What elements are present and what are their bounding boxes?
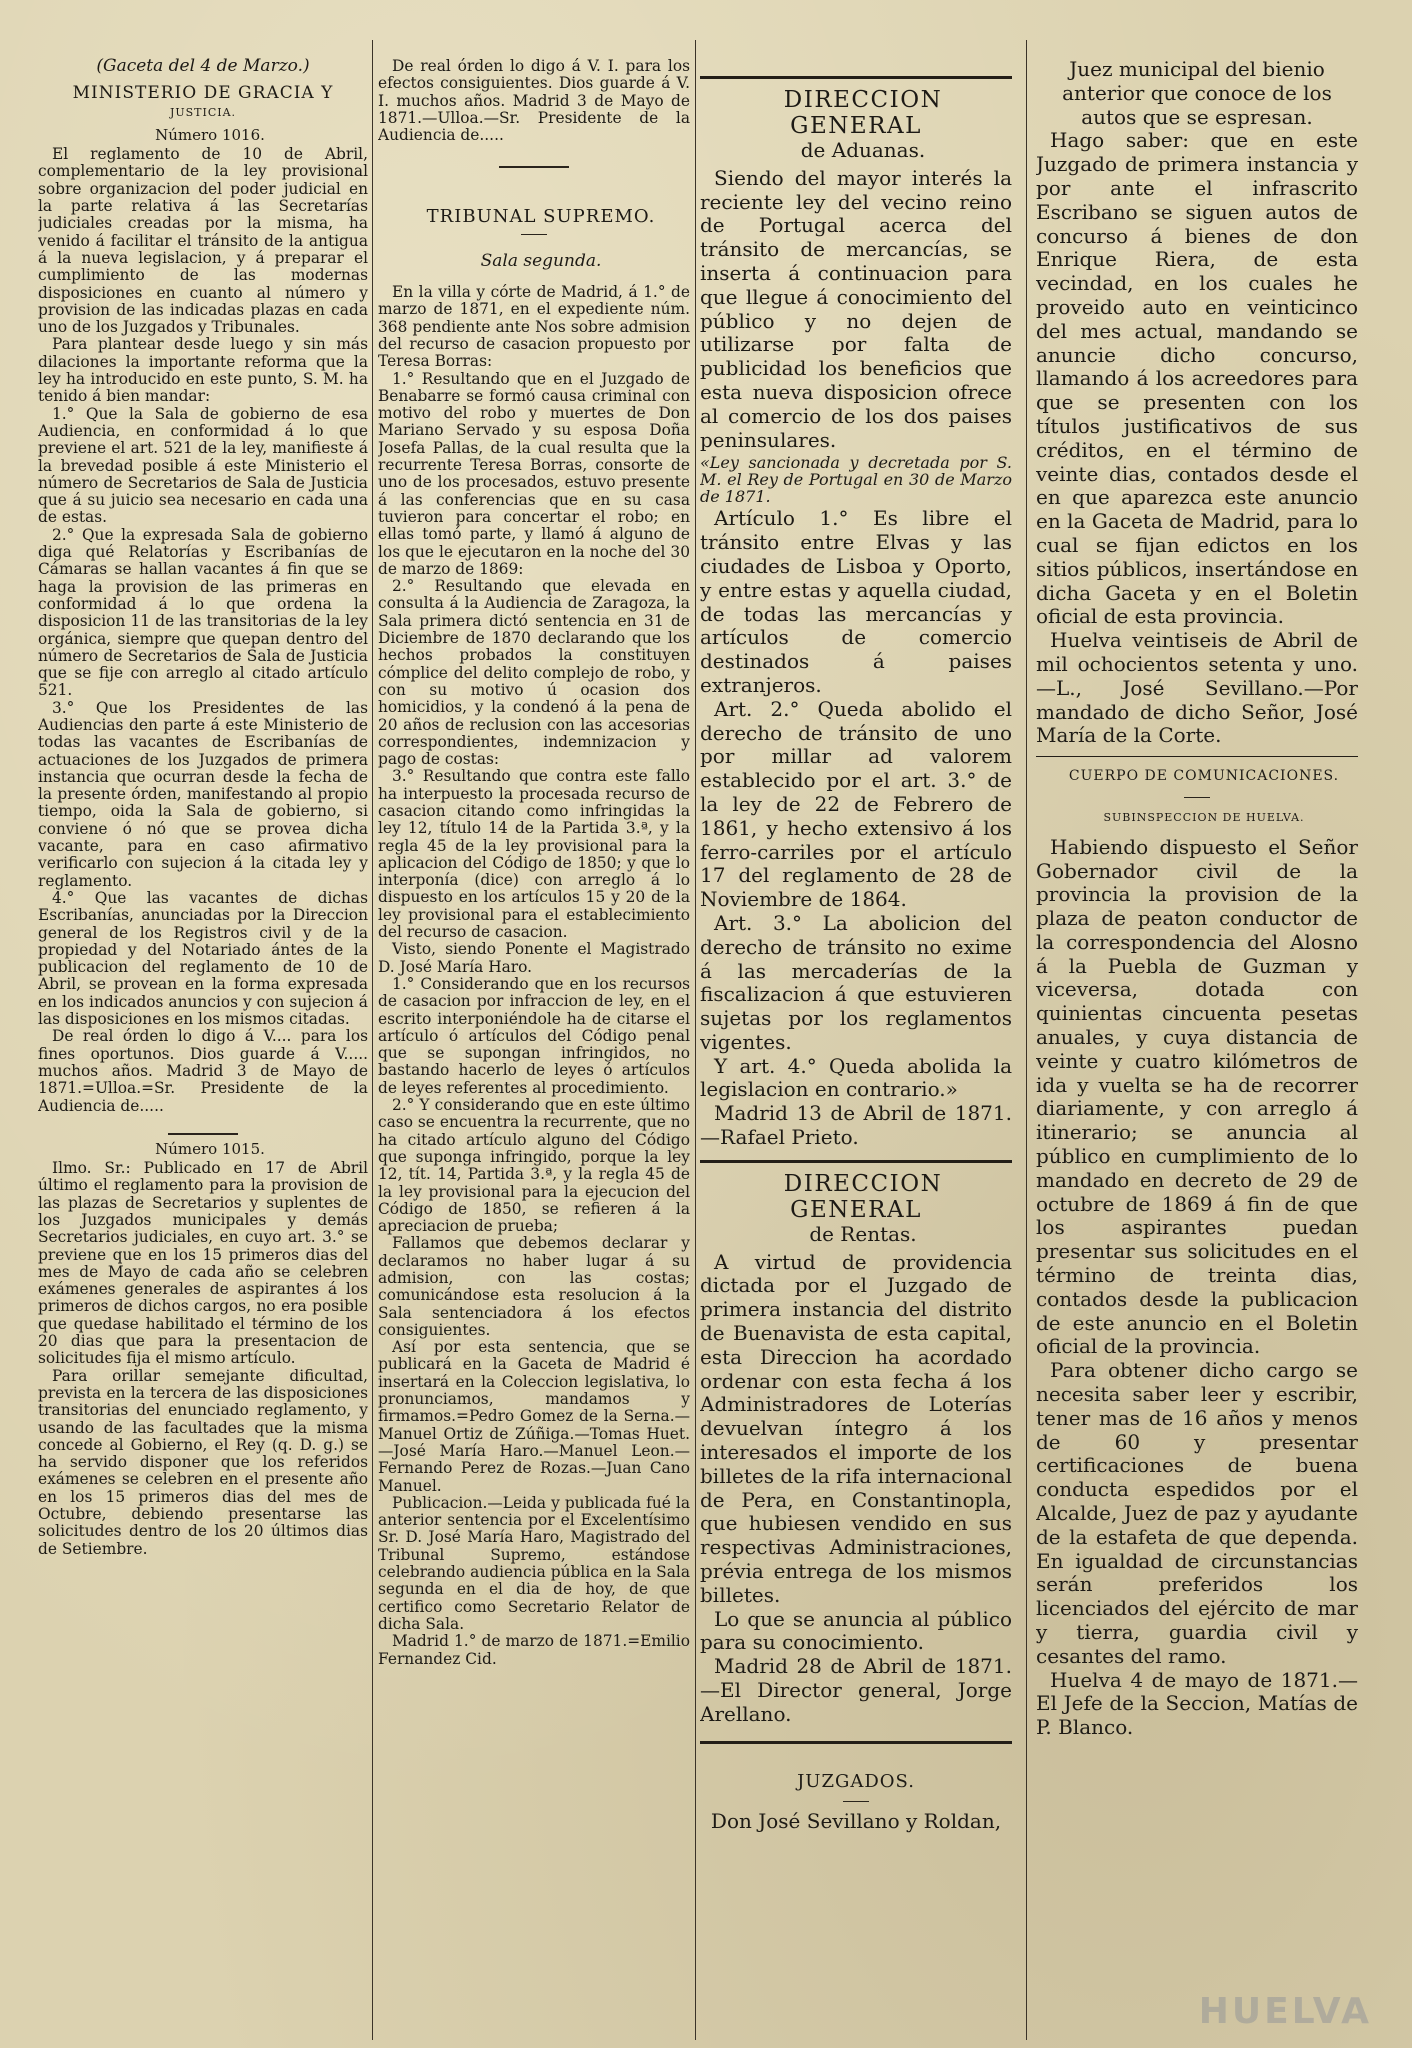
paragraph: 3.° Resultando que contra este fallo ha interpuesto la procesada recurso de casacion citando como infringidas la ley 12, título 14 de la Partida 3.ª, y la regla 45 de la ley provisional para la aplicacion del Código de 1850; y que lo interponía (dice) con arreglo á lo dispuesto en los artículos 15 y 20 de la ley provisional para el establecimiento del recurso de casacion. — [378, 767, 690, 942]
paragraph: Juez municipal del bienio anterior que conoce de los autos que se espresan. — [1062, 58, 1332, 129]
paragraph: De real órden lo digo á V. I. para los efectos consiguientes. Dios guarde á V. I. muchos años. Madrid 3 de Mayo de 1871.—Ulloa.—Sr. Presidente de la Audiencia de..... — [378, 58, 690, 145]
paragraph: Lo que se anuncia al público para su conocimiento. — [700, 1606, 1012, 1655]
gaceta-reference: (Gaceta del 4 de Marzo.) — [96, 58, 310, 76]
paragraph: 2.° Resultando que elevada en consulta á la Audiencia de Zaragoza, la Sala primera dictó sentencia en 31 de Diciembre de 1870 declarando que los hechos probados la constituyen cómplice del delito complejo de robo, y con su motivo ú ocasion dos homicidios, y la condenó á la pena de 20 años de reclusion con las accesorias correspondientes, indemnizacion y pago de costas: — [378, 577, 690, 769]
aduanas-subheading: de Aduanas. — [800, 138, 926, 162]
sala-heading: Sala segunda. — [480, 250, 602, 271]
paragraph: Hago saber: que en este Juzgado de primera instancia y por ante el infrascrito Escribano se siguen autos de concurso á bienes de don Enrique Riera, de esta vecindad, en los cuales he proveido auto en veinticinco del mes actual, mandando se anuncie dicho concurso, llamando á los acreedores para que se presenten con los títulos justificativos de sus créditos, en el término de veinte dias, contados desde el en que aparezca este anuncio en la Gaceta de Madrid, para lo cual se fijan edictos en los sitios públicos, insertándose en dicha Gaceta y en el Boletin oficial de esta provincia. — [1036, 128, 1358, 629]
paragraph: Siendo del mayor interés la reciente ley del vecino reino de Portugal acerca del tránsito de mercancías, se inserta á continuacion para que llegue á conocimiento del público y no dejen de utilizarse por falta de publicidad los beneficios que esta nueva disposicion ofrece al comercio de los dos paises peninsulares. — [700, 165, 1012, 452]
tribunal-heading: TRIBUNAL SUPREMO. — [426, 206, 656, 228]
paragraph: Madrid 13 de Abril de 1871.—Rafael Prieto. — [700, 1101, 1012, 1150]
separator — [521, 234, 547, 235]
paragraph: Madrid 28 de Abril de 1871.—El Director general, Jorge Arellano. — [700, 1654, 1012, 1726]
column-rule — [1026, 40, 1027, 2040]
paragraph: 1.° Resultando que en el Juzgado de Benabarre se formó causa criminal con motivo del robo y muertes de Don Mariano Servado y su esposa Doña Josefa Pallas, de la cual resulta que la recurrente Teresa Borras, consorte de uno de los procesados, estuvo presente á las conferencias que en su casa tuvieron para concertar el robo; en ellas tomó parte, y llamó á alguno de los que le ejecutaron en la noche del 30 de marzo de 1869: — [378, 369, 690, 578]
archive-watermark: HUELVA — [1198, 1991, 1372, 2032]
juzgados-heading: JUZGADOS. — [797, 1770, 915, 1792]
paragraph: Para plantear desde luego y sin más dilaciones la importante reforma que la ley ha introducido en este punto, S. M. ha tenido á bien mandar: — [38, 335, 368, 406]
paragraph: Ilmo. Sr.: Publicado en 17 de Abril último el reglamento para la provision de las plazas de Secretarios y suplentes de los Juzgados municipales y demás Secretarios judiciales, en cuyo art. 3.° se previene que en los 15 primeros dias del mes de Mayo de cada año se celebren exámenes generales de aspirantes á los primeros de dichos cargos, no era posible que quedase habilitado el término de los 20 dias que para la presentacion de solicitudes fija el mismo artículo. — [38, 1159, 368, 1368]
paragraph: Visto, siendo Ponente el Magistrado D. José María Haro. — [378, 940, 690, 976]
column-rule — [372, 40, 373, 2040]
paragraph: El reglamento de 10 de Abril, complementario de la ley provisional sobre organizacion del poder judicial en la parte relativa á las Secretarías judiciales creadas por la misma, ha venido á facilitar el tránsito de la antigua á la nueva legislacion, y á preparar el cumplimiento de las modernas disposiciones en cuanto al número y provision de las indicadas plazas en cada uno de los Juzgados y Tribunales. — [38, 145, 368, 337]
ministry-subtitle: JUSTICIA. — [169, 105, 237, 119]
paragraph: 3.° Que los Presidentes de las Audiencias den parte á este Ministerio de todas las vacantes de Escribanías de actuaciones de los Juzgados de primera instancia que ocurran desde la fecha de la presente órden, manifestando al propio tiempo, oida la Sala de gobierno, si conviene ó nó que se provea dicha vacante, para en caso afirmativo verificarlo con sujecion á la citada ley y reglamento. — [38, 698, 368, 890]
paragraph: Así por esta sentencia, que se publicará en la Gaceta de Madrid é insertará en la Coleccion legislativa, lo pronunciamos, mandamos y firmamos.=Pedro Gomez de la Serna.—Manuel Ortiz de Zúñiga.—Tomas Huet.—José María Haro.—Manuel Leon.—Fernando Perez de Rozas.—Juan Cano Manuel. — [378, 1338, 690, 1495]
paragraph: Publicacion.—Leida y publicada fué la anterior sentencia por el Excelentísimo Sr. D. José María Haro, Magistrado del Tribunal Supremo, estándose celebrando audiencia pública en la Sala segunda en el dia de hoy, de que certifico como Secretario Relator de dicha Sala. — [378, 1493, 690, 1633]
ministry-title: MINISTERIO DE GRACIA Y — [72, 83, 334, 104]
paragraph: Y art. 4.° Queda abolida la legislacion en contrario.» — [700, 1053, 1012, 1102]
column-2 — [378, 58, 690, 2028]
cuerpo-heading: CUERPO DE COMUNICACIONES. — [1068, 768, 1340, 785]
paragraph: 1.° Que la Sala de gobierno de esa Audiencia, en conformidad á lo que previene el art. 521 de la ley, manifieste á la brevedad posible á este Ministerio el número de Secretarios de Sala de Justicia que á su juicio sea necesario en cada una de estas. — [38, 404, 368, 527]
law-quote: «Ley sancionada y decretada por S. M. el Rey de Portugal en 30 de Marzo de 1871. — [700, 453, 1012, 507]
paragraph: De real órden lo digo á V.... para los fines oportunos. Dios guarde á V..... muchos años. Madrid 3 de Mayo de 1871.=Ulloa.=Sr. Presidente de la Audiencia de..... — [38, 1027, 368, 1115]
paragraph: Art. 3.° La abolicion del derecho de tránsito no exime á las mercaderías de la fiscalizacion á que estuvieren sujetas por los reglamentos vigentes. — [700, 910, 1012, 1054]
paragraph: A virtud de providencia dictada por el Juzgado de primera instancia del distrito de Buenavista de esta capital, esta Direccion ha acordado ordenar con esta fecha á los Administradores de Loterías devuelvan íntegro á los interesados el importe de los billetes de la rifa internacional de Pera, en Constantinopla, que hubiesen vendido en sus respectivas Administraciones, prévia entrega de los mismos billetes. — [700, 1249, 1012, 1607]
ministry-heading — [38, 85, 368, 121]
paragraph: Art. 2.° Queda abolido el derecho de tránsito de uno por millar ad valorem establecido por el art. 3.° de la ley de 22 de Febrero de 1861, y hecho extensivo á los ferro-carriles por el artículo 17 del reglamento de 28 de Noviembre de 1864. — [700, 696, 1012, 912]
rule — [1036, 756, 1358, 757]
separator — [843, 1801, 869, 1802]
column-rule — [695, 40, 696, 2040]
paragraph: 2.° Que la expresada Sala de gobierno diga qué Relatorías y Escribanías de Cámaras se hallan vacantes á fin que se haga la provision de las primeras en conformidad á lo que ordena la disposicion 11 de las transitorias de la ley orgánica, siempre que quepan dentro del número de Secretarios de Sala de Justicia que se fije con arreglo al citado artículo 521. — [38, 525, 368, 700]
paragraph: 4.° Que las vacantes de dichas Escribanías, anunciadas por la Direccion general de los Registros civil y de la propiedad y del Notariado ántes de la publicacion del reglamento de 10 de Abril, se provean en la forma expresada en los indicados anuncios y con sujecion á las disposiciones en los mismos citadas. — [38, 888, 368, 1029]
separator — [168, 1133, 238, 1135]
heavy-rule — [700, 76, 1012, 79]
column-3 — [700, 58, 1012, 2028]
paragraph: Huelva 4 de mayo de 1871.—El Jefe de la Seccion, Matías de P. Blanco. — [1036, 1667, 1358, 1740]
paragraph: Madrid 1.° de marzo de 1871.=Emilio Fernandez Cid. — [378, 1632, 690, 1668]
paragraph: Habiendo dispuesto el Señor Gobernador civil de la provincia la provision de la plaza de peaton conductor de la correspondencia del Alosno á la Puebla de Guzman y viceversa, dotada con quinientas cincuenta pesetas anuales, y cuya distancia de veinte y cuatro kilómetros de ida y vuelta se ha de recorrer diariamente, y con arreglo á itinerario; se anuncia al público en cumplimiento de lo mandado en decreto de 29 de octubre de 1869 á fin de que los aspirantes puedan presentar sus solicitudes en el término de treinta dias, contados desde la publicacion de este anuncio en el Boletin oficial de la provincia. — [1036, 834, 1358, 1359]
paragraph: Artículo 1.° Es libre el tránsito entre Elvas y las ciudades de Lisboa y Oporto, y entre estas y aquella ciudad, de todas las mercancías y artículos de comercio destinados á paises extranjeros. — [700, 506, 1012, 697]
paragraph: Huelva veintiseis de Abril de mil ochocientos setenta y uno. —L., José Sevillano.—Por mandado de dicho Señor, José María de la Corte. — [1036, 628, 1358, 748]
paragraph: Don José Sevillano y Roldan, — [710, 1809, 1002, 1834]
paragraph: 1.° Considerando que en los recursos de casacion por infraccion de ley, en el escrito interponiéndole ha de citarse el artículo ó artículos del Código penal que se supongan infringidos, no bastando hacerlo de leyes ó artículos de leyes referentes al procedimiento. — [378, 974, 690, 1097]
separator — [499, 166, 569, 168]
paragraph: Fallamos que debemos declarar y declaramos no haber lugar á su admision, con las costas; comunicándose esta resolucion á la Sala sentenciadora á los efectos consiguientes. — [378, 1234, 690, 1339]
heavy-rule — [700, 1741, 1012, 1744]
paragraph: Para obtener dicho cargo se necesita saber leer y escribir, tener mas de 16 años y menos de 60 y presentar certificaciones de buena conducta espedidos por el Alcalde, Juez de paz y ayudante de la estafeta de que dependa. En igualdad de circunstancias serán preferidos los licenciados del ejército de mar y tierra, guardia civil y cesantes del ramo. — [1036, 1358, 1358, 1668]
paragraph: 2.° Y considerando que en este último caso se encuentra la recurrente, que no ha citado artículo alguno del Código que suponga infringido, porque la ley 12, tít. 14, Partida 3.ª, y la regla 45 de la ley provisional para la ejecucion del Código de 1850, se refieren á la apreciacion de prueba; — [378, 1096, 690, 1236]
heavy-rule — [700, 1160, 1012, 1163]
rentas-heading: DIRECCION GENERAL — [783, 1170, 943, 1223]
rentas-subheading: de Rentas. — [809, 1221, 917, 1246]
decree-number-1016: Número 1016. — [155, 125, 265, 144]
paragraph: En la villa y córte de Madrid, á 1.° de marzo de 1871, en el expediente núm. 368 pendiente ante Nos sobre admision del recurso de casacion propuesto por Teresa Borras: — [378, 283, 690, 371]
separator — [1184, 797, 1210, 798]
paragraph: Para orillar semejante dificultad, prevista en la tercera de las disposiciones transitorias del enunciado reglamento, y usando de las facultades que la misma concede al Gobierno, el Rey (q. D. g.) se ha servido disponer que los referidos exámenes se celebren en el presente año en los 15 primeros dias del mes de Octubre, debiendo presentarse las solicitudes dentro de los 20 últimos dias de Setiembre. — [38, 1366, 368, 1558]
aduanas-heading: DIRECCION GENERAL — [783, 87, 943, 139]
subinspeccion-heading: SUBINSPECCION DE HUELVA. — [1103, 810, 1305, 824]
column-1 — [38, 58, 368, 2028]
decree-number-1015: Número 1015. — [155, 1139, 265, 1158]
column-4 — [1036, 58, 1358, 2028]
